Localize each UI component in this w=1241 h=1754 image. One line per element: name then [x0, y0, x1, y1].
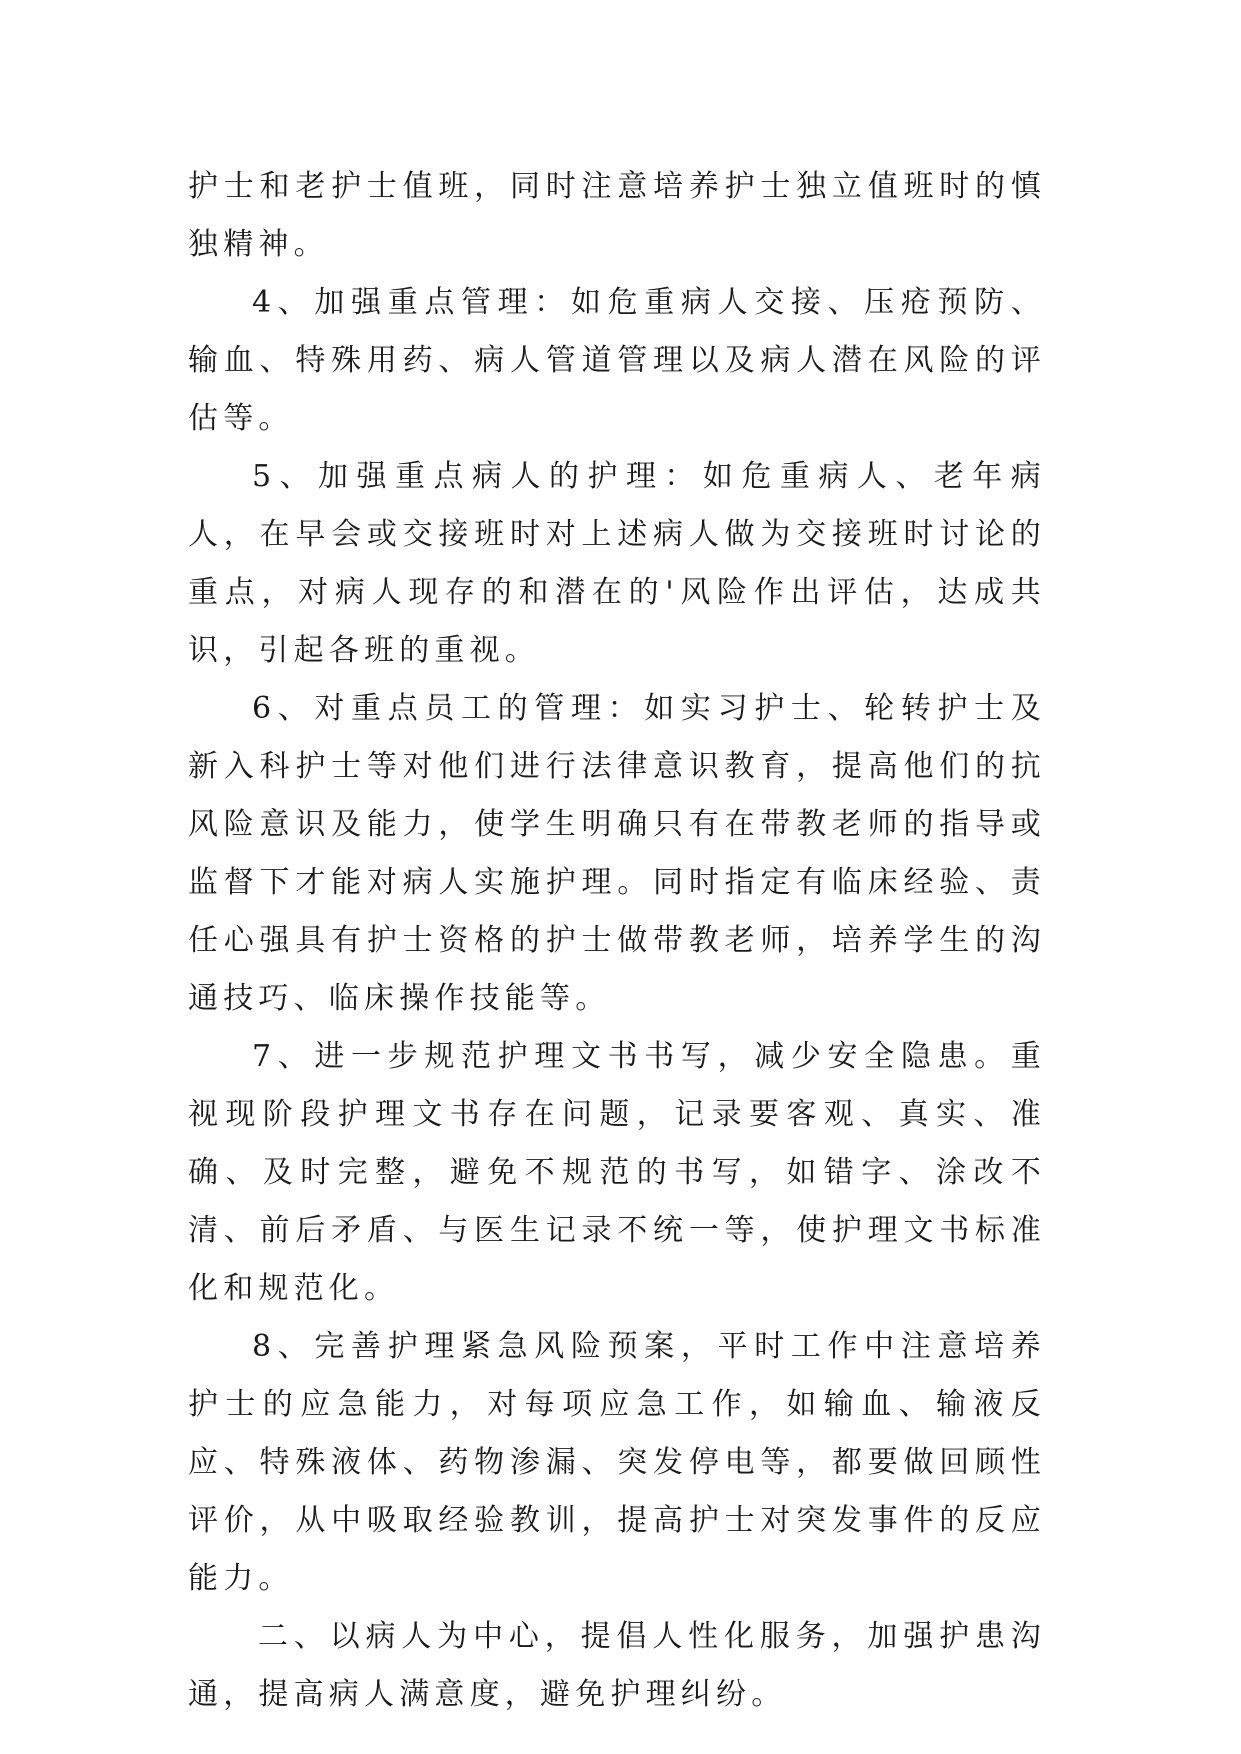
- paragraph-item-6: 6、对重点员工的管理：如实习护士、轮转护士及新入科护士等对他们进行法律意识教育，提高他们的抗风险意识及能力，使学生明确只有在带教老师的指导或监督下才能对病人实施护理。同时指定有临床经验、责任心强具有护士资格的护士做带教老师，培养学生的沟通技巧、临床操作技能等。: [188, 691, 1046, 1016]
- section-heading-two: 二、以病人为中心，提倡人性化服务，加强护患沟通，提高病人满意度，避免护理纠纷。: [188, 1619, 1046, 1712]
- paragraph-item-4: 4、加强重点管理：如危重病人交接、压疮预防、输血、特殊用药、病人管道管理以及病人潜在风险的评估等。: [188, 285, 1046, 436]
- paragraph-item-7: 7、进一步规范护理文书书写，减少安全隐患。重视现阶段护理文书存在问题，记录要客观、真实、准确、及时完整，避免不规范的书写，如错字、涂改不清、前后矛盾、与医生记录不统一等，使护理文书标准化和规范化。: [188, 1039, 1046, 1306]
- paragraph-continuation: 护士和老护士值班，同时注意培养护士独立值班时的慎独精神。: [188, 169, 1046, 262]
- paragraph-item-8: 8、完善护理紧急风险预案，平时工作中注意培养护士的应急能力，对每项应急工作，如输血、输液反应、特殊液体、药物渗漏、突发停电等，都要做回顾性评价，从中吸取经验教训，提高护士对突发事件的反应能力。: [188, 1329, 1046, 1596]
- paragraph-item-5: 5、加强重点病人的护理：如危重病人、老年病人，在早会或交接班时对上述病人做为交接班时讨论的重点，对病人现存的和潜在的'风险作出评估，达成共识，引起各班的重视。: [188, 459, 1046, 668]
- document-body: [188, 158, 1046, 1724]
